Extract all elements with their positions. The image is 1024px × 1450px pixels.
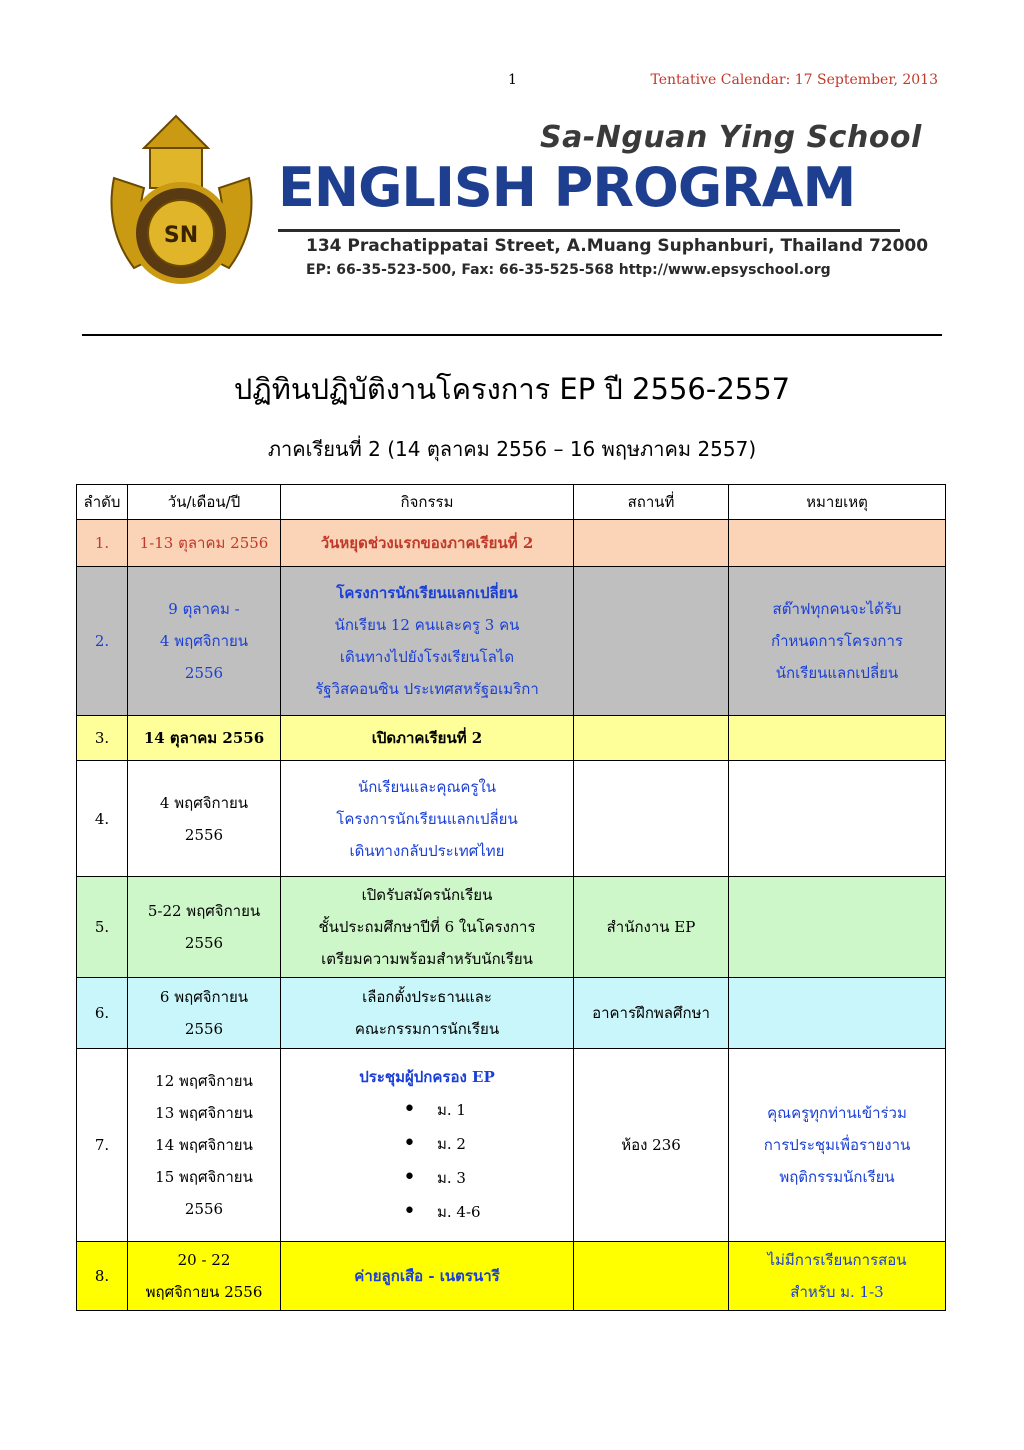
row-note xyxy=(729,877,946,978)
row-date: 6 พฤศจิกายน 2556 xyxy=(128,978,281,1049)
row-activity: เปิดภาคเรียนที่ 2 xyxy=(281,716,574,761)
list-item: • ม. 3 xyxy=(285,1161,569,1195)
row-place: ห้อง 236 xyxy=(574,1049,729,1242)
row-place: อาคารฝึกพลศึกษา xyxy=(574,978,729,1049)
header-divider xyxy=(278,229,900,232)
row-date: 9 ตุลาคม - 4 พฤศจิกายน 2556 xyxy=(128,567,281,716)
row-date: 14 ตุลาคม 2556 xyxy=(128,716,281,761)
row-number: 7. xyxy=(77,1049,128,1242)
row-note xyxy=(729,520,946,567)
row-activity: วันหยุดช่วงแรกของภาคเรียนที่ 2 xyxy=(281,520,574,567)
row-place xyxy=(574,761,729,877)
program-title: ENGLISH PROGRAM xyxy=(278,156,856,219)
bullet-icon: • xyxy=(403,1165,416,1190)
page-title: ปฏิทินปฏิบัติงานโครงการ EP ปี 2556-2557 xyxy=(233,372,791,406)
school-contact: EP: 66-35-523-500, Fax: 66-35-525-568 http://www.epsyschool.org xyxy=(306,262,831,278)
table-row xyxy=(77,761,946,877)
table-row xyxy=(77,520,946,567)
row-place xyxy=(574,567,729,716)
row-number: 8. xyxy=(77,1242,128,1311)
school-logo xyxy=(104,108,259,298)
row-activity: ค่ายลูกเสือ - เนตรนารี xyxy=(281,1242,574,1311)
row-activity: เลือกตั้งประธานและ คณะกรรมการนักเรียน xyxy=(281,978,574,1049)
page-number: 1 xyxy=(508,72,517,88)
row-date: 20 - 22 พฤศจิกายน 2556 xyxy=(128,1242,281,1311)
header-date: วัน/เดือน/ปี xyxy=(128,485,281,520)
header-no: ลำดับ xyxy=(77,485,128,520)
row-number: 1. xyxy=(77,520,128,567)
svg-text:SN: SN xyxy=(163,223,199,248)
row-note: ไม่มีการเรียนการสอน สำหรับ ม. 1-3 xyxy=(729,1242,946,1311)
table-row xyxy=(77,978,946,1049)
table-row xyxy=(77,567,946,716)
list-item: • ม. 1 xyxy=(285,1093,569,1127)
row-place xyxy=(574,716,729,761)
list-item: • ม. 2 xyxy=(285,1127,569,1161)
list-item: • ม. 4-6 xyxy=(285,1195,569,1229)
row-activity: ประชุมผู้ปกครอง EP • ม. 1 • ม. 2 • ม. 3 • ม. 4-6 xyxy=(281,1049,574,1242)
row-number: 5. xyxy=(77,877,128,978)
page-subtitle: ภาคเรียนที่ 2 (14 ตุลาคม 2556 – 16 พฤษภาคม 2557) xyxy=(267,437,757,461)
row-note xyxy=(729,978,946,1049)
row-date: 5-22 พฤศจิกายน 2556 xyxy=(128,877,281,978)
row-number: 2. xyxy=(77,567,128,716)
row-note xyxy=(729,716,946,761)
row-date: 12 พฤศจิกายน 13 พฤศจิกายน 14 พฤศจิกายน 15 พฤศจิกายน 2556 xyxy=(128,1049,281,1242)
page-divider xyxy=(82,334,942,336)
row-number: 6. xyxy=(77,978,128,1049)
table-row xyxy=(77,1242,946,1311)
row-note: สต๊าฟทุกคนจะได้รับ กำหนดการโครงการ นักเรียนแลกเปลี่ยน xyxy=(729,567,946,716)
school-name: Sa-Nguan Ying School xyxy=(540,120,922,155)
bullet-icon: • xyxy=(403,1131,416,1156)
row-number: 3. xyxy=(77,716,128,761)
row-place xyxy=(574,1242,729,1311)
calendar-table xyxy=(76,484,946,1311)
table-row xyxy=(77,877,946,978)
table-row xyxy=(77,716,946,761)
row-place: สำนักงาน EP xyxy=(574,877,729,978)
header-note: หมายเหตุ xyxy=(729,485,946,520)
header-activity: กิจกรรม xyxy=(281,485,574,520)
top-line xyxy=(0,72,1024,92)
row-note xyxy=(729,761,946,877)
school-address: 134 Prachatippatai Street, A.Muang Suphanburi, Thailand 72000 xyxy=(306,236,929,256)
header-place: สถานที่ xyxy=(574,485,729,520)
row-activity: เปิดรับสมัครนักเรียน ชั้นประถมศึกษาปีที่ 6 ในโครงการ เตรียมความพร้อมสำหรับนักเรียน xyxy=(281,877,574,978)
table-header-row xyxy=(77,485,946,520)
row-note: คุณครูทุกท่านเข้าร่วม การประชุมเพื่อรายงาน พฤติกรรมนักเรียน xyxy=(729,1049,946,1242)
row-date: 4 พฤศจิกายน 2556 xyxy=(128,761,281,877)
row-place xyxy=(574,520,729,567)
row-date: 1-13 ตุลาคม 2556 xyxy=(128,520,281,567)
row-activity: นักเรียนและคุณครูใน โครงการนักเรียนแลกเปลี่ยน เดินทางกลับประเทศไทย xyxy=(281,761,574,877)
table-row xyxy=(77,1049,946,1242)
row-number: 4. xyxy=(77,761,128,877)
bullet-icon: • xyxy=(403,1097,416,1122)
tentative-date: Tentative Calendar: 17 September, 2013 xyxy=(650,72,938,88)
bullet-icon: • xyxy=(403,1199,416,1224)
grade-bullet-list xyxy=(285,1093,569,1229)
row-activity: โครงการนักเรียนแลกเปลี่ยน นักเรียน 12 คนและครู 3 คน เดินทางไปยังโรงเรียนโลได รัฐวิสคอนซิน ประเทศสหรัฐอเมริกา xyxy=(281,567,574,716)
